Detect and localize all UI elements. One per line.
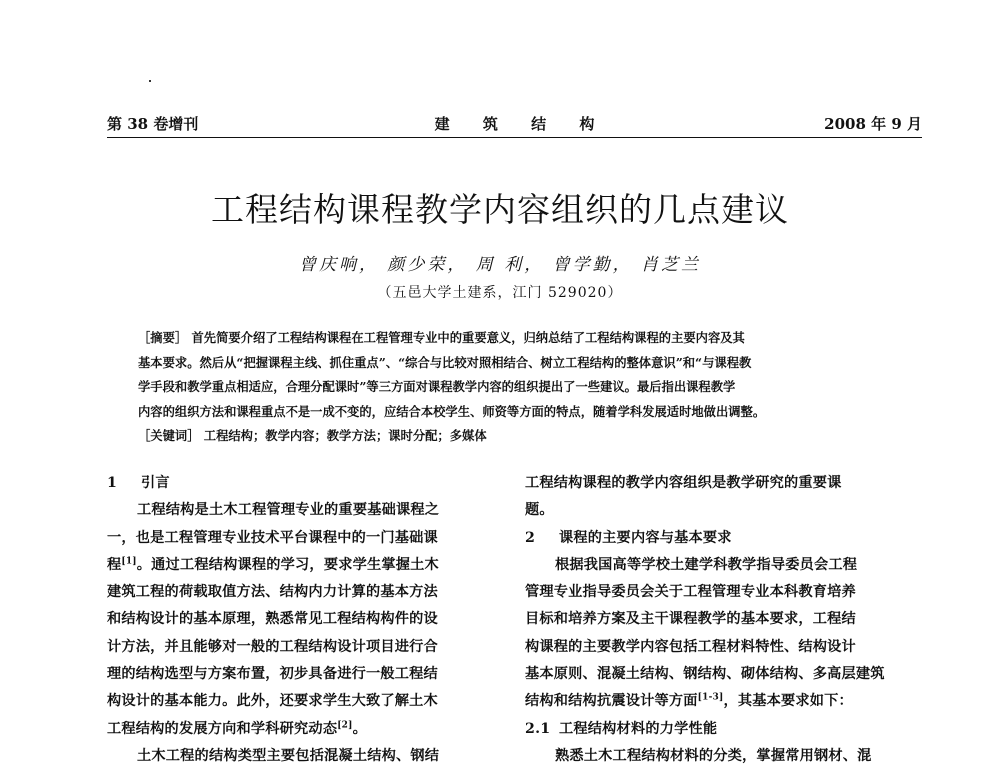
volume-label: 第 38 卷增刊: [107, 115, 199, 133]
running-header: [107, 113, 922, 137]
keywords-label: ［关键词］: [138, 428, 200, 443]
body-line: 和结构设计的基本原理，熟悉常见工程结构构件的设: [107, 611, 438, 628]
keywords: 工程结构；教学内容；教学方法；课时分配；多媒体: [203, 428, 487, 443]
body-line: 目标和培养方案及主干课程教学的基本要求，工程结: [525, 611, 856, 628]
body-line: 工程结构的发展方向和学科研究动态[2]。: [107, 719, 367, 737]
body-line: 构设计的基本能力。此外，还要求学生大致了解土木: [107, 693, 438, 710]
body-line: 工程结构课程的教学内容组织是教学研究的重要课: [525, 475, 842, 491]
body-line: 管理专业指导委员会关于工程管理专业本科教育培养: [525, 584, 856, 601]
abstract-line: 基本要求。然后从“把握课程主线、抓住重点”、“综合与比较对照相结合、树立工程结构的整体意识”和“与课程教: [138, 354, 752, 370]
body-line: 工程结构是土木工程管理专业的重要基础课程之: [137, 502, 440, 519]
citation-ref: [1-3]: [697, 692, 724, 703]
body-line: 土木工程的结构类型主要包括混凝土结构、钢结: [137, 747, 440, 764]
keywords-line: [138, 424, 898, 449]
body-line: 基本原则、混凝土结构、钢结构、砌体结构、多高层建筑: [525, 666, 885, 683]
body-line: 建筑工程的荷载取值方法、结构内力计算的基本方法: [107, 584, 438, 601]
section-heading-1: 1 引言: [107, 475, 170, 491]
paper-title: 工程结构课程教学内容组织的几点建议: [211, 190, 789, 229]
body-line: 熟悉土木工程结构材料的分类，掌握常用钢材、混: [555, 747, 872, 764]
right-column: [525, 470, 910, 770]
citation-ref: [1]: [121, 556, 137, 567]
body-line: 理的结构选型与方案布置，初步具备进行一般工程结: [107, 666, 438, 683]
body-line: 计方法，并且能够对一般的工程结构设计项目进行合: [107, 638, 438, 655]
abstract-line: ［摘要］ 首先简要介绍了工程结构课程在工程管理专业中的重要意义，归纳总结了工程结构课程的主要内容及其: [138, 330, 745, 345]
section-heading-2: 2 课程的主要内容与基本要求: [525, 529, 732, 546]
abstract-label: ［摘要］: [138, 330, 188, 345]
body-line: 结构和结构抗震设计等方面[1-3]，其基本要求如下：: [525, 692, 853, 710]
citation-ref: [2]: [337, 719, 353, 730]
abstract-line: 学手段和教学重点相适应，合理分配课时”等三方面对课程教学内容的组织提出了一些建议。最后指出课程教学: [138, 379, 736, 394]
journal-name: 建 筑 结 构: [434, 115, 609, 133]
header-rule: [107, 137, 922, 138]
author-list: 曾庆响， 颜少荣， 周 利， 曾学勤， 肖芝兰: [298, 255, 702, 275]
abstract-block: [138, 326, 898, 449]
body-line: 根据我国高等学校土建学科教学指导委员会工程: [555, 556, 858, 573]
body-line: 程[1]。通过工程结构课程的学习，要求学生掌握土木: [107, 556, 439, 573]
body-line: 一，也是工程管理专业技术平台课程中的一门基础课: [107, 529, 438, 546]
abstract-line: 内容的组织方法和课程重点不是一成不变的，应结合本校学生、师资等方面的特点，随着学科发展适时地做出调整。: [138, 403, 766, 419]
issue-date: 2008 年 9 月: [824, 115, 922, 133]
affiliation: （五邑大学土建系，江门 529020）: [377, 285, 623, 301]
section-heading-2-1: 2.1 工程结构材料的力学性能: [525, 720, 718, 737]
body-line: 构课程的主要教学内容包括工程材料特性、结构设计: [525, 638, 856, 655]
left-column: [107, 470, 492, 770]
body-line: 题。: [525, 502, 554, 519]
scan-speck: [149, 80, 151, 82]
